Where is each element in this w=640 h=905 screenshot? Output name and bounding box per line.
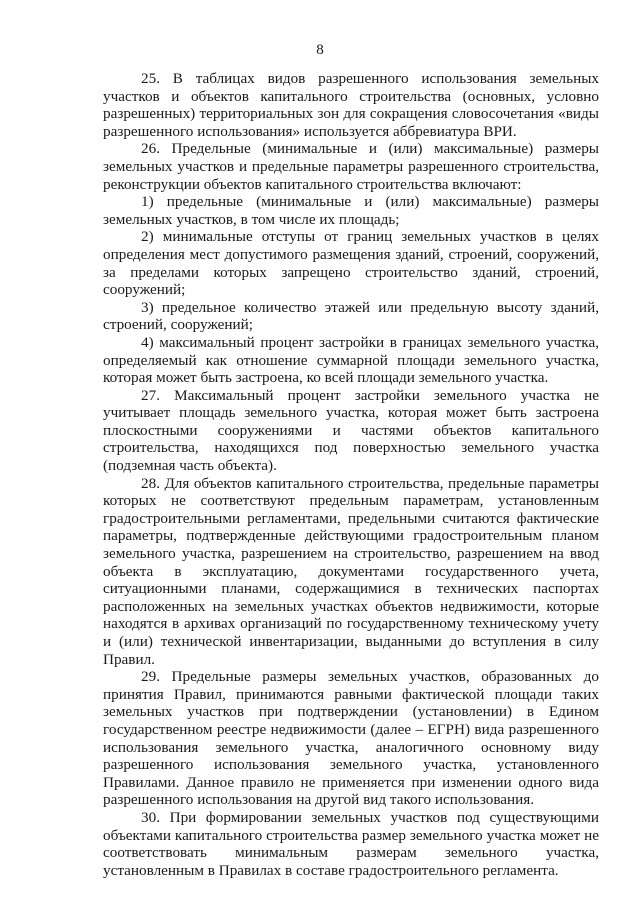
- paragraph-26: 26. Предельные (минимальные и (или) максимальные) размеры земельных участков и предельные параметры разрешенного строительства, реконструкции объектов капитального строительства включают:: [103, 140, 599, 193]
- paragraph-30: 30. При формировании земельных участков под существующими объектами капитального строительства размер земельного участка может не соответствовать минимальным размерам земельного участка, установленным в Правилах в составе градостроительного регламента.: [103, 808, 599, 879]
- paragraph-28: 28. Для объектов капитального строительства, предельные параметры которых не соответствуют предельным параметрам, установленным градостроительными регламентами, предельными считаются фактические параметры, подтвержденные действующими градостроительным планом земельного участка, разрешением на строительство, разрешением на ввод объекта в эксплуатацию, документами государственного учета, ситуационными планами, содержащимися в технических паспортах расположенных на земельных участках объектов недвижимости, которые находятся в архивах организаций по государственному техническому учету и (или) технической инвентаризации, выданными до вступления в силу Правил.: [103, 474, 599, 668]
- page-number: 8: [316, 42, 324, 58]
- list-item-1: 1) предельные (минимальные и (или) максимальные) размеры земельных участков, в том числе их площадь;: [103, 193, 599, 228]
- paragraph-25: 25. В таблицах видов разрешенного использования земельных участков и объектов капитального строительства (основных, условно разрешенных) территориальных зон для сокращения словосочетания «виды разрешенного использования» используется аббревиатура ВРИ.: [103, 70, 599, 140]
- list-item-3: 3) предельное количество этажей или предельную высоту зданий, строений, сооружений;: [103, 298, 599, 334]
- paragraph-27: 27. Максимальный процент застройки земельного участка не учитывает площадь земельного участка, которая может быть застроена плоскостными сооружениями и частями объектов капитального строительства, находящихся под поверхностью земельного участка (подземная часть объекта).: [103, 386, 599, 475]
- list-item-2: 2) минимальные отступы от границ земельных участков в целях определения мест допустимого размещения зданий, строений, сооружений, за пределами которых запрещено строительство зданий, строений, сооружений;: [103, 228, 599, 299]
- document-body: [103, 70, 599, 879]
- paragraph-29: 29. Предельные размеры земельных участков, образованных до принятия Правил, принимаются равными фактической площади таких земельных участков при подтверждении (установлении) в Едином государственном реестре недвижимости (далее – ЕГРН) вида разрешенного использования земельного участка, аналогичного основному виду разрешенного использования земельного участка, установленного Правилами. Данное правило не применяется при изменении одного вида разрешенного использования на другой вид такого использования.: [103, 668, 599, 809]
- list-item-4: 4) максимальный процент застройки в границах земельного участка, определяемый как отношение суммарной площади земельного участка, которая может быть застроена, ко всей площади земельного участка.: [103, 333, 599, 387]
